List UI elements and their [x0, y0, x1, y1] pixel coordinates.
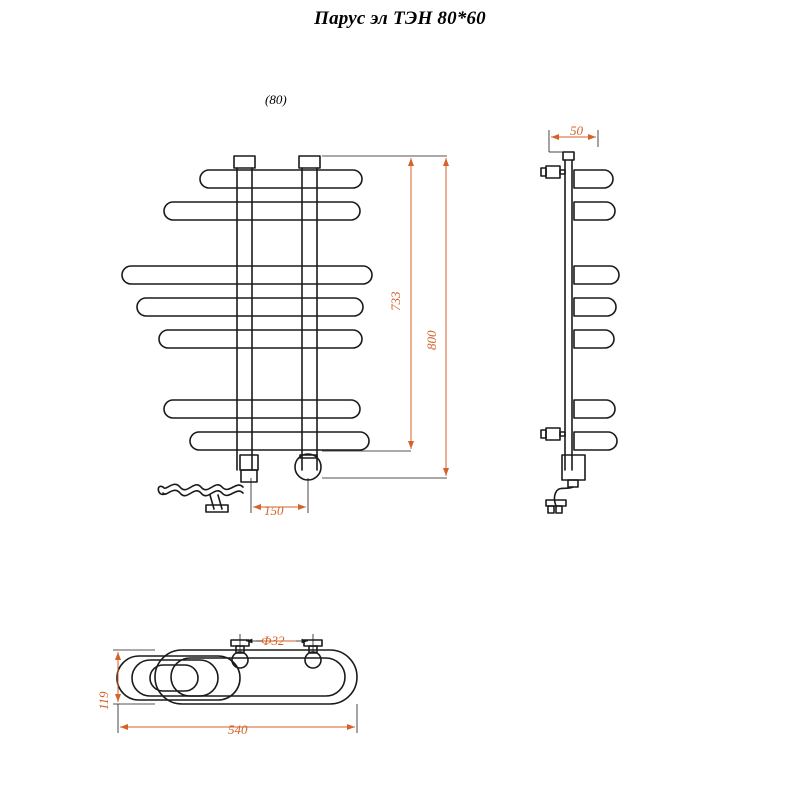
top-extension-lines: [113, 634, 357, 733]
top-dimension-lines: [118, 641, 355, 727]
dim-150: 150: [264, 503, 284, 518]
dim-119: 119: [96, 691, 111, 710]
front-view-top-note: (80): [265, 92, 287, 107]
front-view-geometry: [122, 156, 372, 512]
dim-diameter-32: Ф32: [261, 633, 285, 648]
dim-800: 800: [424, 330, 439, 350]
side-view-geometry: [541, 152, 619, 513]
dim-540: 540: [228, 722, 248, 737]
dim-50: 50: [570, 123, 583, 138]
dimension-lines: [253, 158, 446, 507]
extension-lines: [251, 156, 447, 513]
page-title: Парус эл ТЭН 80*60: [314, 8, 486, 29]
dim-733: 733: [388, 291, 403, 311]
